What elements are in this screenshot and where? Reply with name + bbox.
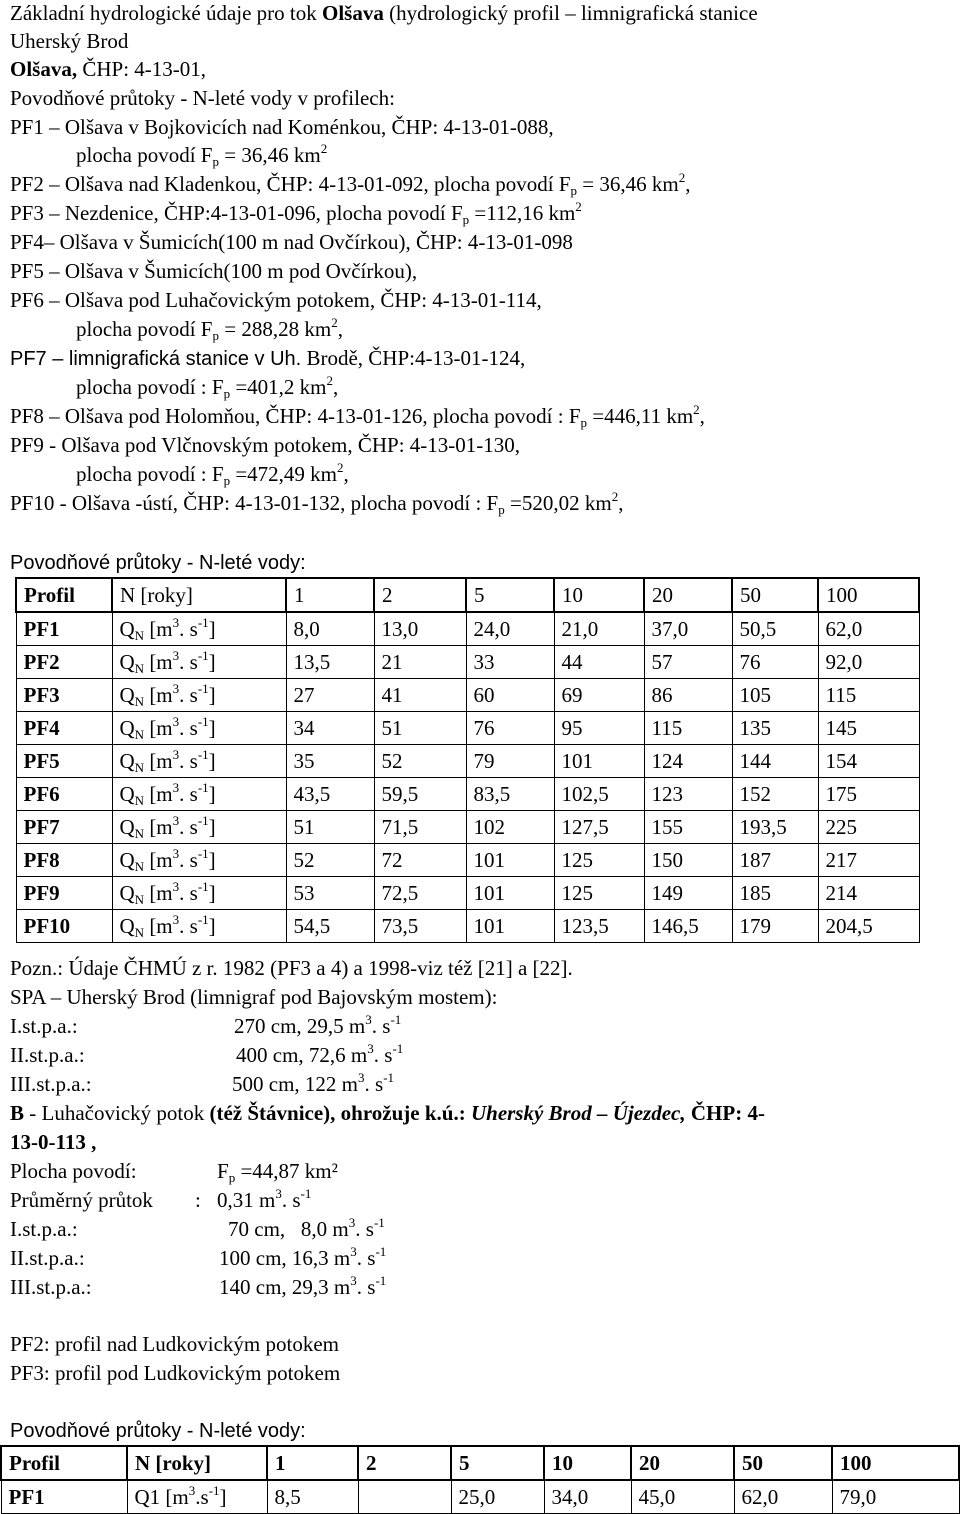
intro-line-3 xyxy=(10,59,206,80)
row-value: 21 xyxy=(374,646,466,679)
table-row xyxy=(16,679,919,712)
spa-stage-1-label: I.st.p.a.: xyxy=(10,1014,78,1038)
row-value: 59,5 xyxy=(374,778,466,811)
row-profil: PF1 xyxy=(1,1480,127,1514)
profile-pf9-area: plocha povodí : $F_p =472,49$ $km^2$, xyxy=(76,460,349,488)
row-value: 125 xyxy=(554,877,644,910)
row-value: 13,0 xyxy=(374,612,466,646)
row-value: 204,5 xyxy=(818,910,919,943)
spa-stage-3-label: III.st.p.a.: xyxy=(10,1072,92,1096)
row-value: 51 xyxy=(286,811,374,844)
row-value: 41 xyxy=(374,679,466,712)
row-value: 60 xyxy=(466,679,554,712)
row-value: 185 xyxy=(732,877,818,910)
table2-caption: Povodňové průtoky - N-leté vody: xyxy=(10,1420,306,1442)
row-value: 69 xyxy=(554,679,644,712)
row-unit: $Q_N$ [$m^3$. $s^{-1}$] xyxy=(112,679,286,712)
header-profil: Profil xyxy=(16,578,112,612)
table-row xyxy=(16,745,919,778)
row-value: 217 xyxy=(818,844,919,877)
row-value: 105 xyxy=(732,679,818,712)
row-value: 152 xyxy=(732,778,818,811)
intro-line-1 xyxy=(10,3,758,24)
row-value: 8,5 xyxy=(267,1480,358,1514)
row-value: 102 xyxy=(466,811,554,844)
intro-line-2: Uherský Brod xyxy=(10,29,129,53)
b-prutok-label: Průměrný průtok xyxy=(10,1188,153,1212)
row-value: 86 xyxy=(644,679,732,712)
spa-stage-2-label: II.st.p.a.: xyxy=(10,1043,85,1067)
note-spa: SPA – Uherský Brod (limnigraf pod Bajovským mostem): xyxy=(10,985,498,1009)
profile-pf3: PF3 – Nezdenice, ČHP:4-13-01-096, plocha povodí $F_p =112,16$ $km^2$ xyxy=(10,199,582,227)
row-value: 34 xyxy=(286,712,374,745)
row-unit: $Q_N$ [$m^3$. $s^{-1}$] xyxy=(112,712,286,745)
header-n-roky: N [roky] xyxy=(112,578,286,612)
row-value: 73,5 xyxy=(374,910,466,943)
river-name-bold: Olšava, xyxy=(10,57,78,81)
row-value: 101 xyxy=(466,877,554,910)
header-n10: 10 xyxy=(544,1446,631,1480)
b-plocha-value: $F_p =44,87$ km² xyxy=(217,1159,338,1185)
row-value: 144 xyxy=(732,745,818,778)
row-profil: PF3 xyxy=(16,679,112,712)
row-value xyxy=(358,1480,451,1514)
header-n1: 1 xyxy=(267,1446,358,1480)
table-row xyxy=(16,877,919,910)
row-value: 25,0 xyxy=(451,1480,544,1514)
row-value: 154 xyxy=(818,745,919,778)
row-value: 72,5 xyxy=(374,877,466,910)
profile-pf5: PF5 – Olšava v Šumicích(100 m pod Ovčírkou), xyxy=(10,259,418,283)
row-value: 79 xyxy=(466,745,554,778)
profile-pf4: PF4– Olšava v Šumicích(100 m nad Ovčírkou), ČHP: 4-13-01-098 xyxy=(10,230,573,254)
spa-stage-2-value: 400 cm, 72,6 $m^3$. $s^{-1}$ xyxy=(236,1041,404,1067)
b-stage-3-value: 140 cm, 29,3 $m^3$. $s^{-1}$ xyxy=(219,1273,387,1299)
row-value: 37,0 xyxy=(644,612,732,646)
flood-flows-table xyxy=(15,577,920,943)
section-b-title-2: 13-0-113 , xyxy=(10,1130,97,1154)
row-value: 155 xyxy=(644,811,732,844)
row-value: 43,5 xyxy=(286,778,374,811)
row-value: 33 xyxy=(466,646,554,679)
row-value: 79,0 xyxy=(832,1480,959,1514)
header-n100: 100 xyxy=(832,1446,959,1480)
river-name: Olšava xyxy=(322,1,384,25)
intro-line-4: Povodňové průtoky - N-leté vody v profilech: xyxy=(10,86,395,110)
note-pozn: Pozn.: Údaje ČHMÚ z r. 1982 (PF3 a 4) a 1998-viz též [21] a [22]. xyxy=(10,956,573,980)
row-value: 76 xyxy=(466,712,554,745)
row-profil: PF5 xyxy=(16,745,112,778)
row-value: 115 xyxy=(644,712,732,745)
row-profil: PF2 xyxy=(16,646,112,679)
row-value: 52 xyxy=(286,844,374,877)
row-value: 125 xyxy=(554,844,644,877)
row-value: 50,5 xyxy=(732,612,818,646)
profile-pf10: PF10 - Olšava -ústí, ČHP: 4-13-01-132, plocha povodí : $F_p =520,02$ $km^2$, xyxy=(10,489,624,517)
row-value: 83,5 xyxy=(466,778,554,811)
table-row xyxy=(16,712,919,745)
row-value: 53 xyxy=(286,877,374,910)
row-value: 72 xyxy=(374,844,466,877)
table-row xyxy=(16,646,919,679)
row-profil: PF7 xyxy=(16,811,112,844)
table-header-row xyxy=(16,578,919,612)
header-n5: 5 xyxy=(451,1446,544,1480)
row-value: 34,0 xyxy=(544,1480,631,1514)
row-value: 21,0 xyxy=(554,612,644,646)
profile-pf1: PF1 – Olšava v Bojkovicích nad Koménkou, ČHP: 4-13-01-088, xyxy=(10,115,554,139)
row-value: 193,5 xyxy=(732,811,818,844)
row-unit: $Q_N$ [$m^3$. $s^{-1}$] xyxy=(112,778,286,811)
row-value: 101 xyxy=(554,745,644,778)
table1-caption: Povodňové průtoky - N-leté vody: xyxy=(10,552,306,574)
header-n50: 50 xyxy=(732,578,818,612)
table-row xyxy=(16,910,919,943)
row-value: 101 xyxy=(466,910,554,943)
b-stage-3-label: III.st.p.a.: xyxy=(10,1275,92,1299)
intro-text: Základní hydrologické údaje pro tok xyxy=(10,1,317,25)
row-value: 27 xyxy=(286,679,374,712)
row-value: 187 xyxy=(732,844,818,877)
row-value: 8,0 xyxy=(286,612,374,646)
table-row xyxy=(16,811,919,844)
note-pf2: PF2: profil nad Ludkovickým potokem xyxy=(10,1332,339,1356)
b-stage-1-value: 70 cm, 8,0 $m^3$. $s^{-1}$ xyxy=(228,1215,385,1241)
row-value: 54,5 xyxy=(286,910,374,943)
row-profil: PF6 xyxy=(16,778,112,811)
profile-pf7: PF7 – limnigrafická stanice v Uh. Brodě, ČHP:4-13-01-124, xyxy=(10,346,526,370)
flood-flows-table-b xyxy=(0,1445,960,1514)
profile-pf1-area: plocha povodí $F_p = 36,46$ $km^2$ xyxy=(76,141,328,169)
row-value: 35 xyxy=(286,745,374,778)
row-unit: $Q_N$ [$m^3$. $s^{-1}$] xyxy=(112,745,286,778)
row-value: 13,5 xyxy=(286,646,374,679)
row-value: 123,5 xyxy=(554,910,644,943)
table-row xyxy=(1,1480,959,1514)
row-value: 62,0 xyxy=(734,1480,832,1514)
row-value: 45,0 xyxy=(631,1480,734,1514)
header-n1: 1 xyxy=(286,578,374,612)
spa-stage-3-value: 500 cm, 122 $m^3$. $s^{-1}$ xyxy=(232,1070,395,1096)
table-row xyxy=(16,612,919,646)
table-row xyxy=(16,778,919,811)
row-value: 135 xyxy=(732,712,818,745)
row-unit: $Q_N$ [$m^3$. $s^{-1}$] xyxy=(112,877,286,910)
row-value: 124 xyxy=(644,745,732,778)
header-n100: 100 xyxy=(818,578,919,612)
header-n2: 2 xyxy=(358,1446,451,1480)
row-value: 24,0 xyxy=(466,612,554,646)
row-value: 115 xyxy=(818,679,919,712)
row-value: 57 xyxy=(644,646,732,679)
chp-code: ČHP: 4-13-01, xyxy=(82,57,207,81)
note-pf3: PF3: profil pod Ludkovickým potokem xyxy=(10,1361,341,1385)
row-unit: Q1 $[m^3.s^{-1}]$ xyxy=(127,1480,267,1514)
header-n50: 50 xyxy=(734,1446,832,1480)
table-row xyxy=(16,844,919,877)
b-stage-1-label: I.st.p.a.: xyxy=(10,1217,78,1241)
row-unit: $Q_N$ [$m^3$. $s^{-1}$] xyxy=(112,646,286,679)
row-profil: PF4 xyxy=(16,712,112,745)
row-value: 95 xyxy=(554,712,644,745)
profile-pf7-area: plocha povodí : $F_p =401,2$ $km^2$, xyxy=(76,373,339,401)
intro-text-rest: (hydrologický profil – limnigrafická stanice xyxy=(389,1,758,25)
row-value: 101 xyxy=(466,844,554,877)
row-value: 175 xyxy=(818,778,919,811)
row-value: 92,0 xyxy=(818,646,919,679)
row-value: 71,5 xyxy=(374,811,466,844)
header-n5: 5 xyxy=(466,578,554,612)
profile-pf6: PF6 – Olšava pod Luhačovickým potokem, ČHP: 4-13-01-114, xyxy=(10,288,542,312)
row-value: 51 xyxy=(374,712,466,745)
b-prutok-colon: : xyxy=(195,1188,201,1212)
row-value: 145 xyxy=(818,712,919,745)
row-unit: $Q_N$ [$m^3$. $s^{-1}$] xyxy=(112,844,286,877)
header-profil: Profil xyxy=(1,1446,127,1480)
row-profil: PF1 xyxy=(16,612,112,646)
header-n-roky: N [roky] xyxy=(127,1446,267,1480)
row-value: 62,0 xyxy=(818,612,919,646)
spa-stage-1-value: 270 cm, 29,5 $m^3$. $s^{-1}$ xyxy=(234,1012,402,1038)
b-stage-2-label: II.st.p.a.: xyxy=(10,1246,85,1270)
row-value: 44 xyxy=(554,646,644,679)
b-prutok-value: 0,31 $m^3$. $s^{-1}$ xyxy=(217,1186,312,1212)
row-unit: $Q_N$ [$m^3$. $s^{-1}$] xyxy=(112,910,286,943)
row-value: 225 xyxy=(818,811,919,844)
row-value: 102,5 xyxy=(554,778,644,811)
row-value: 150 xyxy=(644,844,732,877)
row-profil: PF10 xyxy=(16,910,112,943)
row-value: 179 xyxy=(732,910,818,943)
row-value: 123 xyxy=(644,778,732,811)
header-n20: 20 xyxy=(631,1446,734,1480)
row-value: 146,5 xyxy=(644,910,732,943)
row-value: 127,5 xyxy=(554,811,644,844)
header-n10: 10 xyxy=(554,578,644,612)
row-value: 52 xyxy=(374,745,466,778)
profile-pf8: PF8 – Olšava pod Holomňou, ČHP: 4-13-01-126, plocha povodí : $F_p =446,11$ $km^2$, xyxy=(10,402,705,430)
row-value: 76 xyxy=(732,646,818,679)
header-n20: 20 xyxy=(644,578,732,612)
row-value: 149 xyxy=(644,877,732,910)
row-unit: $Q_N$ [$m^3$. $s^{-1}$] xyxy=(112,811,286,844)
section-b-title: B - Luhačovický potok (též Štávnice), ohrožuje k.ú.: Uherský Brod – Újezdec, ČHP: 4- xyxy=(10,1101,765,1125)
b-stage-2-value: 100 cm, 16,3 $m^3$. $s^{-1}$ xyxy=(219,1244,387,1270)
header-n2: 2 xyxy=(374,578,466,612)
row-profil: PF9 xyxy=(16,877,112,910)
row-profil: PF8 xyxy=(16,844,112,877)
row-unit: $Q_N$ [$m^3$. $s^{-1}$] xyxy=(112,612,286,646)
profile-pf9: PF9 - Olšava pod Vlčnovským potokem, ČHP: 4-13-01-130, xyxy=(10,433,521,457)
profile-pf6-area: plocha povodí $F_p = 288,28$ $km^2$, xyxy=(76,315,343,343)
row-value: 214 xyxy=(818,877,919,910)
table2-header-row xyxy=(1,1446,959,1480)
b-plocha-label: Plocha povodí: xyxy=(10,1159,137,1183)
profile-pf2: PF2 – Olšava nad Kladenkou, ČHP: 4-13-01-092, plocha povodí $F_p = 36,46$ $km^2$, xyxy=(10,170,691,198)
